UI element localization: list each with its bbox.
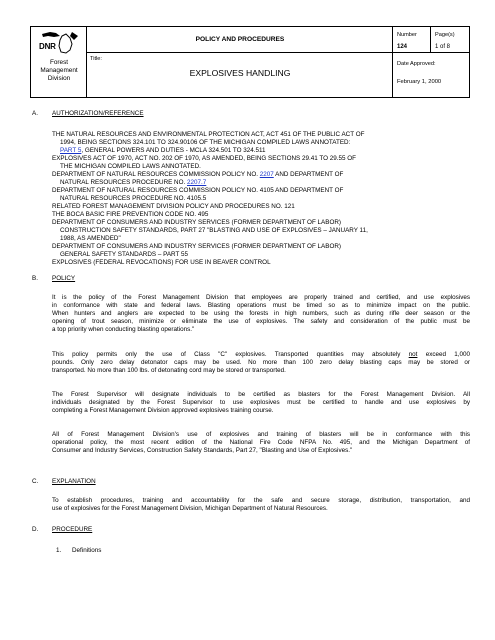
reference-line: RELATED FOREST MANAGEMENT DIVISION POLICY AND PROCEDURES NO. 121 (52, 203, 295, 210)
paragraph-text: exceed 1,000 (417, 351, 471, 358)
pages-label: Page(s) (435, 32, 455, 38)
reference-line: THE MICHIGAN COMPILED LAWS ANNOTATED. (60, 163, 201, 170)
section-letter: D. (32, 526, 39, 533)
explanation-paragraph (52, 497, 470, 513)
policy-number: 124 (397, 44, 408, 50)
reference-line: 1988, AS AMENDED" (60, 235, 121, 242)
number-label: Number (397, 32, 417, 38)
procedure-2207-7-link[interactable]: 2207.7 (187, 179, 207, 186)
paragraph-line: transported. No more than 100 lbs. of detonating cord may be stored or transported. (52, 367, 286, 374)
reference-line: NATURAL RESOURCES PROCEDURE NO. 4105.5 (60, 195, 207, 202)
part5-link[interactable]: PART 5 (60, 147, 82, 154)
reference-text: NATURAL RESOURCES PROCEDURE NO. (60, 179, 188, 186)
section-letter: A. (32, 110, 38, 117)
reference-line: CONSTRUCTION SAFETY STANDARDS, PART 27 "BLASTING AND USE OF EXPLOSIVES – JANUARY 11, (60, 227, 368, 234)
paragraph-line: in conformance with state and federal laws. Blasting operations must be timed so as to minimize impact on the public. (52, 302, 470, 309)
date-approved: February 1, 2000 (397, 79, 442, 85)
section-letter: C. (32, 478, 39, 485)
list-number: 1. (56, 547, 62, 554)
date-label: Date Approved: (397, 61, 436, 67)
reference-line: 1994, BEING SECTIONS 324.101 TO 324.90106 OF THE MICHIGAN COMPILED LAWS ANNOTATED: (60, 139, 351, 146)
policy-paragraph (52, 351, 470, 375)
policy-2207-link[interactable]: 2207 (259, 171, 274, 178)
section-letter: B. (32, 275, 38, 282)
policy-paragraph (52, 294, 470, 334)
policy-title: POLICY AND PROCEDURES (195, 36, 285, 43)
reference-line: THE BOCA BASIC FIRE PREVENTION CODE NO. 495 (52, 211, 209, 218)
reference-line: GENERAL SAFETY STANDARDS – PART 55 (60, 251, 188, 258)
paragraph-line: It is the policy of the Forest Management Division that employees are properly trained and certified, and use explosives (52, 294, 470, 301)
reference-line: DEPARTMENT OF CONSUMERS AND INDUSTRY SERVICES (FORMER DEPARTMENT OF LABOR) (52, 243, 341, 250)
division-line: Management (40, 67, 78, 75)
page-count: 1 of 8 (435, 44, 451, 50)
division-line: Forest (49, 59, 69, 66)
section-heading-explanation: EXPLANATION (52, 478, 96, 485)
reference-text: DEPARTMENT OF NATURAL RESOURCES COMMISSION POLICY NO. (52, 171, 260, 178)
reference-text: , GENERAL POWERS AND DUTIES - MCLA 324.501 TO 324.511 (81, 147, 266, 154)
paragraph-line: operational policy, the most recent edition of the National Fire Code NFPA No. 495, and the Michigan Department of (52, 439, 470, 446)
reference-line: EXPLOSIVES ACT OF 1970, ACT NO. 202 OF 1970, AS AMENDED, BEING SECTIONS 29.41 TO 29.55 OF (52, 155, 357, 162)
reference-line (60, 179, 206, 187)
paragraph-line: Consumer and Industry Services, Construction Safety Standards, Part 27, "Blasting and Use of Explosives." (52, 447, 353, 454)
paragraph-line: To establish procedures, training and accountability for the safe and secure storage, distribution, transportation, and (52, 497, 470, 504)
section-heading-authorization: AUTHORIZATION/REFERENCE (52, 110, 144, 117)
paragraph-line: use of explosives for the Forest Management Division, Michigan Department of Natural Resources. (52, 505, 328, 512)
policy-paragraph (52, 391, 470, 415)
paragraph-line: The Forest Supervisor will designate individuals to be certified as blasters for the Forest Management Division. All (52, 391, 470, 398)
definitions-item: Definitions (72, 547, 102, 554)
emphasis-not: not (408, 351, 418, 358)
division-line: Division (47, 75, 71, 83)
paragraph-line: individuals designated by the Forest Supervisor to use explosives must be certified to handle and use explosives by (52, 399, 470, 406)
policy-paragraph (52, 431, 470, 455)
section-heading-policy: POLICY (52, 275, 76, 282)
reference-line (60, 147, 266, 155)
reference-text: AND DEPARTMENT OF (273, 171, 344, 178)
paragraph-line: opening of trout season, minimize or eliminate the use of explosives. The safety and consideration of the public must be (52, 318, 470, 325)
paragraph-line: pounds. Only zero delay detonator caps may be used. No more than 100 zero delay blasting caps may be stored or (52, 359, 470, 366)
title-label: Title: (90, 56, 102, 62)
reference-line (52, 171, 343, 179)
section-heading-procedure: PROCEDURE (52, 526, 93, 533)
paragraph-line: completing a Forest Management Division approved explosives training course. (52, 407, 274, 414)
reference-line: THE NATURAL RESOURCES AND ENVIRONMENTAL PROTECTION ACT, ACT 451 OF THE PUBLIC ACT OF (52, 131, 365, 138)
reference-line: EXPLOSIVES (FEDERAL REVOCATIONS) FOR USE IN BEAVER CONTROL (52, 259, 271, 266)
document-title: EXPLOSIVES HANDLING (189, 68, 291, 78)
paragraph-line: When hunters and anglers are expected to be using the forests in high numbers, such as during rifle deer season or the (52, 310, 470, 317)
reference-line: DEPARTMENT OF CONSUMERS AND INDUSTRY SERVICES (FORMER DEPARTMENT OF LABOR) (52, 219, 341, 226)
paragraph-line: All of Forest Management Division's use of explosives and training of blasters will be in conformance with this (52, 431, 470, 438)
paragraph-line (52, 351, 470, 359)
paragraph-line: a top priority when conducting blasting operations." (52, 326, 195, 333)
reference-line: DEPARTMENT OF NATURAL RESOURCES COMMISSION POLICY NO. 4105 AND DEPARTMENT OF (52, 187, 344, 194)
logo-text: DNR (39, 42, 56, 51)
paragraph-text: This policy permits only the use of Class "C" explosives. Transported quantities may absolutely (52, 351, 409, 358)
